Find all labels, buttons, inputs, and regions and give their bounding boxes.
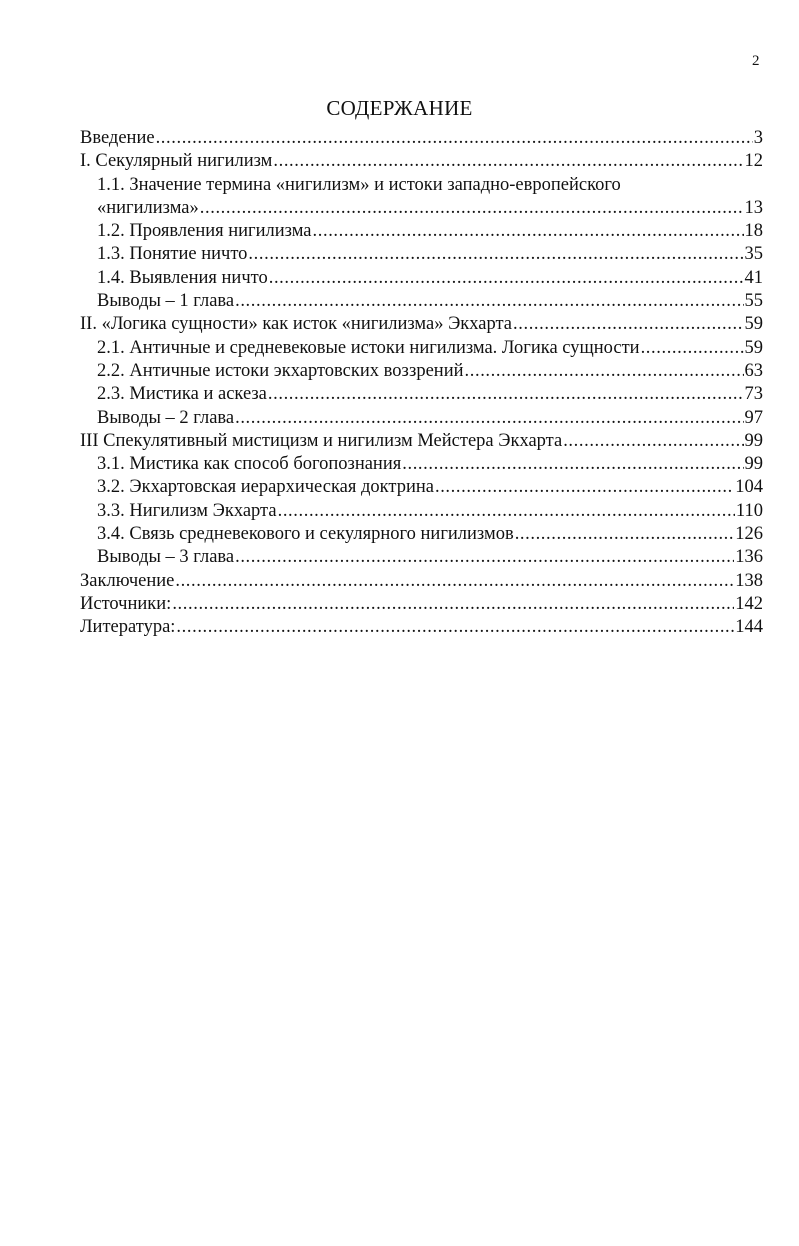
- toc-entry-label: 3.4. Связь средневекового и секулярного нигилизмов: [97, 524, 514, 545]
- dot-leader: [175, 570, 734, 593]
- dot-leader: [465, 360, 744, 383]
- dot-leader: [156, 127, 753, 150]
- toc-entry: [80, 174, 763, 197]
- toc-entry: [80, 523, 763, 546]
- dot-leader: [269, 267, 744, 290]
- toc-title: СОДЕРЖАНИЕ: [326, 96, 473, 120]
- toc-entry-label: 1.2. Проявления нигилизма: [97, 221, 312, 242]
- toc-entry-page: 136: [735, 547, 763, 568]
- toc-entry-label: Заключение: [80, 570, 175, 591]
- toc-entry: [80, 197, 763, 220]
- toc-entry: [80, 290, 763, 313]
- dot-leader: [515, 523, 735, 546]
- toc-entry-label: Введение: [80, 128, 155, 148]
- dot-leader: [641, 337, 744, 360]
- toc-entry-page: 59: [744, 314, 763, 335]
- dot-leader: [435, 476, 734, 499]
- toc-entry: [80, 500, 763, 523]
- toc-entry-label: Литература:: [80, 617, 176, 638]
- toc-entry: [80, 430, 763, 453]
- toc-entry-page: 3: [753, 128, 763, 148]
- dot-leader: [402, 453, 743, 476]
- toc-entry: [80, 337, 763, 360]
- table-of-contents: [80, 127, 763, 640]
- toc-entry-page: 73: [744, 384, 763, 405]
- toc-entry-page: 142: [735, 593, 763, 614]
- toc-entry-label: 1.4. Выявления ничто: [97, 267, 268, 288]
- toc-entry: [80, 570, 763, 593]
- toc-entry: [80, 593, 763, 616]
- toc-entry-label: 1.3. Понятие ничто: [97, 244, 248, 265]
- toc-entry-page: 97: [744, 407, 763, 428]
- dot-leader: [235, 546, 734, 569]
- toc-entry-page: 99: [744, 454, 763, 475]
- dot-leader: [172, 593, 734, 616]
- dot-leader: [278, 500, 735, 523]
- toc-entry-label: Выводы – 1 глава: [97, 291, 235, 312]
- toc-entry: [80, 243, 763, 266]
- dot-leader: [268, 383, 744, 406]
- toc-entry-page: 18: [744, 221, 763, 242]
- toc-entry-page: 59: [744, 337, 763, 358]
- toc-entry-label: I. Секулярный нигилизм: [80, 151, 273, 172]
- dot-leader: [176, 616, 734, 639]
- page-number: 2: [752, 53, 760, 69]
- toc-entry-label: III Спекулятивный мистицизм и нигилизм Мейстера Экхарта: [80, 430, 563, 451]
- toc-entry: [80, 407, 763, 430]
- dot-leader: [235, 290, 743, 313]
- toc-entry-page: 13: [744, 197, 763, 218]
- toc-entry: [80, 616, 763, 639]
- toc-entry-page: 138: [735, 570, 763, 591]
- toc-entry: [80, 360, 763, 383]
- toc-entry-page: 110: [735, 500, 763, 521]
- toc-entry-page: 144: [735, 617, 763, 638]
- dot-leader: [563, 430, 743, 453]
- toc-entry-label: Источники:: [80, 593, 172, 614]
- toc-entry-page: 35: [744, 244, 763, 265]
- toc-entry: [80, 220, 763, 243]
- toc-entry-page: 63: [744, 360, 763, 381]
- toc-entry: [80, 476, 763, 499]
- dot-leader: [235, 407, 743, 430]
- toc-entry-page: 12: [744, 151, 763, 172]
- toc-entry: [80, 546, 763, 569]
- toc-entry: [80, 150, 763, 173]
- toc-entry-page: 104: [735, 477, 763, 498]
- toc-entry: [80, 383, 763, 406]
- toc-entry-label: 1.1. Значение термина «нигилизм» и истоки западно-европейского: [97, 174, 621, 195]
- toc-entry-label: Выводы – 2 глава: [97, 407, 235, 428]
- toc-entry-page: 126: [735, 524, 763, 545]
- toc-entry: [80, 453, 763, 476]
- toc-entry-label: 2.1. Античные и средневековые истоки нигилизма. Логика сущности: [97, 337, 640, 358]
- toc-entry-page: 99: [744, 430, 763, 451]
- dot-leader: [248, 243, 743, 266]
- dot-leader: [200, 197, 744, 220]
- toc-entry-label: Выводы – 3 глава: [97, 547, 235, 568]
- toc-entry: [80, 267, 763, 290]
- dot-leader: [513, 313, 743, 336]
- toc-entry-label: 3.2. Экхартовская иерархическая доктрина: [97, 477, 434, 498]
- toc-entry: [80, 127, 763, 150]
- toc-entry-label: 3.3. Нигилизм Экхарта: [97, 500, 277, 521]
- toc-entry: [80, 313, 763, 336]
- dot-leader: [313, 220, 744, 243]
- toc-entry-label: II. «Логика сущности» как исток «нигилизма» Экхарта: [80, 314, 513, 335]
- toc-entry-page: 41: [744, 267, 763, 288]
- toc-entry-label: 2.3. Мистика и аскеза: [97, 384, 267, 405]
- toc-entry-label: «нигилизма»: [97, 197, 199, 218]
- toc-entry-label: 2.2. Античные истоки экхартовских воззрений: [97, 360, 464, 381]
- toc-entry-page: 55: [744, 291, 763, 312]
- toc-entry-label: 3.1. Мистика как способ богопознания: [97, 454, 402, 475]
- dot-leader: [273, 150, 743, 173]
